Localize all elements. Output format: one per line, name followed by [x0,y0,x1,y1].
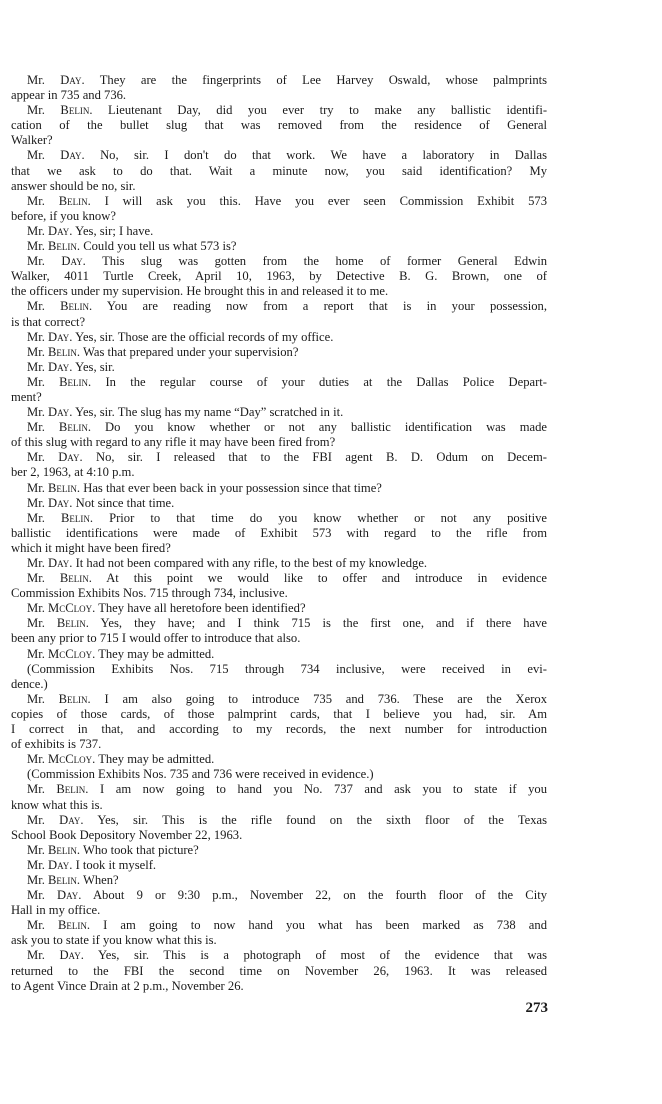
speaker-name: Day. [48,857,73,872]
line-text: ment? [11,389,42,404]
text-line [11,828,547,843]
line-text: Was that prepared under your supervision? [82,344,299,359]
text-line [11,73,547,88]
testimony-paragraph [11,330,547,345]
line-text: I correct in that, and according to my records, the next number for introduction [11,722,547,737]
speaker-title: Mr. [27,450,45,465]
text-line [11,888,547,903]
speaker-name: Belin. [58,420,91,435]
speaker-title: Mr. [27,948,45,963]
testimony-paragraph [11,254,547,299]
text-line [11,375,547,390]
line-text: When? [82,872,119,887]
speaker-name: Belin. [59,374,92,389]
speaker-name: McCloy. [48,646,96,661]
speaker-title: Mr. [27,888,45,903]
text-line [11,164,547,179]
testimony-paragraph [11,511,547,556]
line-text: that we ask to do that. Wait a minute now, you said identification? My [11,163,547,178]
testimony-paragraph [11,481,547,496]
line-text: I will ask you this. Have you ever seen Commission Exhibit 573 [104,193,547,208]
line-text: Who took that picture? [82,842,199,857]
text-line [11,315,547,330]
speaker-title: Mr. [27,254,45,269]
speaker-name: Belin. [58,691,91,706]
text-line [11,118,547,133]
testimony-paragraph [11,103,547,148]
line-text: School Book Depository November 22, 1963. [11,827,243,842]
line-text: I took it myself. [75,857,157,872]
line-text: Walker? [11,133,53,148]
text-line [11,918,547,933]
speaker-title: Mr. [27,73,45,87]
testimony-paragraph [11,782,547,812]
text-line [11,752,547,767]
line-text: know what this is. [11,797,103,812]
text-line [11,224,547,239]
speaker-title: Mr. [27,571,45,586]
text-line [11,360,547,375]
line-text: Do you know whether or not any ballistic identification was made [105,420,547,435]
speaker-title: Mr. [27,299,45,314]
speaker-name: Day. [48,405,73,420]
line-text: Could you tell us what 573 is? [83,239,237,254]
text-line [11,88,547,103]
line-text: I am now going to hand you No. 737 and ask you to state if you [100,782,547,797]
speaker-name: Day. [48,556,73,570]
testimony-paragraph [11,224,547,239]
line-text: Hall in my office. [11,903,101,918]
text-line [11,662,547,677]
line-text: I am going to now hand you what has been marked as 738 and [103,918,547,933]
text-line [11,873,547,888]
text-line [11,239,547,254]
text-line [11,541,547,556]
speaker-title: Mr. [27,556,45,570]
line-text: the officers under my supervision. He brought this in and released it to me. [11,284,389,299]
line-text: cation of the bullet slug that was removed from the residence of General [11,118,547,133]
text-line [11,798,547,813]
speaker-title: Mr. [27,812,45,827]
line-text: Prior to that time do you know whether or not any positive [109,510,547,525]
testimony-paragraph [11,752,547,767]
speaker-title: Mr. [27,329,45,344]
line-text: Yes, sir. This is the rifle found on the sixth floor of the Texas [97,812,547,827]
speaker-name: Belin. [48,872,81,887]
speaker-title: Mr. [27,420,45,435]
text-line [11,707,547,722]
testimony-paragraph [11,194,547,224]
line-text: of this slug with regard to any rifle it may have been fired from? [11,435,336,450]
line-text: Not since that time. [75,495,175,510]
text-line [11,631,547,646]
text-line [11,858,547,873]
exhibit-note [11,662,547,692]
speaker-title: Mr. [27,691,45,706]
text-line [11,481,547,496]
line-text: This slug was gotten from the home of former General Edwin [102,254,547,269]
speaker-name: Belin. [60,299,93,314]
text-line [11,390,547,405]
line-text: Walker, 4011 Turtle Creek, April 10, 1963, by Detective B. G. Brown, one of [11,269,547,284]
speaker-title: Mr. [27,782,45,797]
line-text: dence.) [11,676,48,691]
testimony-paragraph [11,405,547,420]
speaker-name: Day. [59,812,84,827]
testimony-paragraph [11,948,547,993]
speaker-name: Day. [59,948,84,963]
speaker-name: Day. [58,450,83,465]
line-text: been any prior to 715 I would offer to introduce that also. [11,631,301,646]
speaker-name: Belin. [60,510,93,525]
speaker-title: Mr. [27,405,45,420]
speaker-title: Mr. [27,239,45,254]
speaker-name: Day. [48,329,73,344]
line-text: No, sir. I released that to the FBI agent B. D. Odum on Decem- [95,450,547,465]
text-line [11,254,547,269]
speaker-title: Mr. [27,857,45,872]
line-text: They may be admitted. [98,646,215,661]
text-line [11,345,547,360]
text-line [11,933,547,948]
text-line [11,556,547,571]
text-line [11,586,547,601]
text-line [11,133,547,148]
line-text: which it might have been fired? [11,540,171,555]
line-text: copies of those cards, of those palmprint cards, that I believe you had, sir. Am [11,706,547,721]
speaker-title: Mr. [27,359,45,374]
text-line [11,103,547,118]
text-line [11,511,547,526]
text-line [11,405,547,420]
text-line [11,209,547,224]
line-text: No, sir. I don't do that work. We have a laboratory in Dallas [100,148,547,163]
text-line [11,843,547,858]
line-text: They have all heretofore been identified? [98,601,306,616]
line-text: appear in 735 and 736. [11,88,127,103]
testimony-paragraph [11,813,547,843]
text-line [11,496,547,511]
speaker-title: Mr. [27,752,45,767]
text-line [11,813,547,828]
speaker-title: Mr. [27,495,45,510]
text-line [11,737,547,752]
line-text: In the regular course of your duties at the Dallas Police Depart- [105,374,547,389]
speaker-name: Belin. [60,103,93,118]
speaker-name: Day. [60,73,85,87]
speaker-title: Mr. [27,601,45,616]
text-line [11,269,547,284]
line-text: I am also going to introduce 735 and 736. These are the Xerox [104,691,547,706]
text-line [11,903,547,918]
text-line [11,601,547,616]
text-line [11,194,547,209]
line-text: Yes, sir; I have. [75,223,154,238]
text-line [11,692,547,707]
testimony-paragraph [11,360,547,375]
line-text: ber 2, 1963, at 4:10 p.m. [11,465,135,480]
speaker-name: McCloy. [48,601,96,616]
speaker-name: McCloy. [48,752,96,767]
speaker-title: Mr. [27,223,45,238]
line-text: returned to the FBI the second time on November 26, 1963. It was released [11,963,547,978]
line-text: before, if you know? [11,208,116,223]
speaker-title: Mr. [27,480,45,495]
line-text: Yes, sir. Those are the official records of my office. [75,329,334,344]
testimony-paragraph [11,601,547,616]
speaker-name: Belin. [48,480,81,495]
line-text: ask you to state if you know what this is. [11,933,217,948]
text-line [11,964,547,979]
speaker-title: Mr. [27,872,45,887]
text-line [11,526,547,541]
line-text: At this point we would like to offer and introduce in evidence [106,571,547,586]
text-line [11,420,547,435]
text-line [11,148,547,163]
line-text: ballistic identifications were made of Exhibit 573 with regard to the rifle from [11,525,547,540]
text-line [11,465,547,480]
speaker-title: Mr. [27,842,45,857]
testimony-paragraph [11,420,547,450]
line-text: Yes, sir. This is a photograph of most of the evidence that was [97,948,547,963]
speaker-name: Belin. [48,344,81,359]
speaker-name: Belin. [59,571,92,586]
testimony-paragraph [11,858,547,873]
testimony-paragraph [11,556,547,571]
testimony-paragraph [11,692,547,752]
speaker-name: Day. [48,359,73,374]
speaker-name: Belin. [56,782,89,797]
testimony-paragraph [11,571,547,601]
speaker-title: Mr. [27,148,45,163]
testimony-paragraph [11,888,547,918]
line-text: Commission Exhibits Nos. 715 through 734, inclusive. [11,586,288,601]
line-text: Yes, sir. The slug has my name “Day” scratched in it. [75,405,344,420]
text-line [11,571,547,586]
page-number: 273 [525,1000,548,1016]
line-text: Lieutenant Day, did you ever try to make any ballistic identifi- [108,103,547,118]
speaker-name: Belin. [57,918,91,933]
line-text: You are reading now from a report that is in your possession, [106,299,547,314]
text-line [11,299,547,314]
text-line [11,677,547,692]
line-text: of exhibits is 737. [11,737,102,752]
text-line [11,616,547,631]
testimony-paragraph [11,873,547,888]
testimony-paragraph [11,918,547,948]
speaker-name: Belin. [48,842,81,857]
testimony-paragraph [11,616,547,646]
line-text: (Commission Exhibits Nos. 715 through 734 inclusive, were received in evi- [27,661,547,676]
speaker-title: Mr. [27,374,45,389]
testimony-paragraph [11,375,547,405]
speaker-name: Day. [48,495,73,510]
speaker-title: Mr. [27,646,45,661]
text-line [11,782,547,797]
text-line [11,450,547,465]
speaker-name: Day. [61,254,86,269]
speaker-name: Belin. [48,239,81,254]
text-line [11,179,547,194]
line-text: About 9 or 9:30 p.m., November 22, on the fourth floor of the City [92,888,547,903]
testimony-paragraph [11,843,547,858]
line-text: answer should be no, sir. [11,178,136,193]
testimony-paragraph [11,450,547,480]
speaker-name: Day. [57,888,82,903]
testimony-paragraph [11,496,547,511]
text-line [11,722,547,737]
text-line [11,948,547,963]
text-line [11,284,547,299]
speaker-title: Mr. [27,103,45,118]
speaker-title: Mr. [27,510,45,525]
testimony-paragraph [11,239,547,254]
testimony-paragraph [11,647,547,662]
speaker-title: Mr. [27,616,45,631]
line-text: Has that ever been back in your possession since that time? [83,480,382,495]
line-text: Yes, sir. [75,359,115,374]
text-line [11,767,547,782]
text-line [11,647,547,662]
speaker-name: Day. [60,148,85,163]
speaker-name: Belin. [58,193,91,208]
line-text: (Commission Exhibits Nos. 735 and 736 were received in evidence.) [27,767,374,782]
speaker-name: Belin. [56,616,89,631]
speaker-title: Mr. [27,193,45,208]
line-text: is that correct? [11,314,86,329]
testimony-paragraph [11,148,547,193]
transcript-body [11,73,547,994]
exhibit-note [11,767,547,782]
text-line [11,979,547,994]
line-text: to Agent Vince Drain at 2 p.m., November 26. [11,978,244,993]
testimony-paragraph [11,345,547,360]
text-line [11,330,547,345]
speaker-title: Mr. [27,344,45,359]
text-line [11,435,547,450]
line-text: They are the fingerprints of Lee Harvey Oswald, whose palmprints [99,73,547,87]
line-text: Yes, they have; and I think 715 is the first one, and if there have [100,616,547,631]
speaker-name: Day. [48,223,73,238]
line-text: It had not been compared with any rifle, to the best of my knowledge. [75,556,428,570]
testimony-paragraph [11,299,547,329]
testimony-paragraph [11,73,547,103]
line-text: They may be admitted. [98,752,215,767]
speaker-title: Mr. [27,918,45,933]
